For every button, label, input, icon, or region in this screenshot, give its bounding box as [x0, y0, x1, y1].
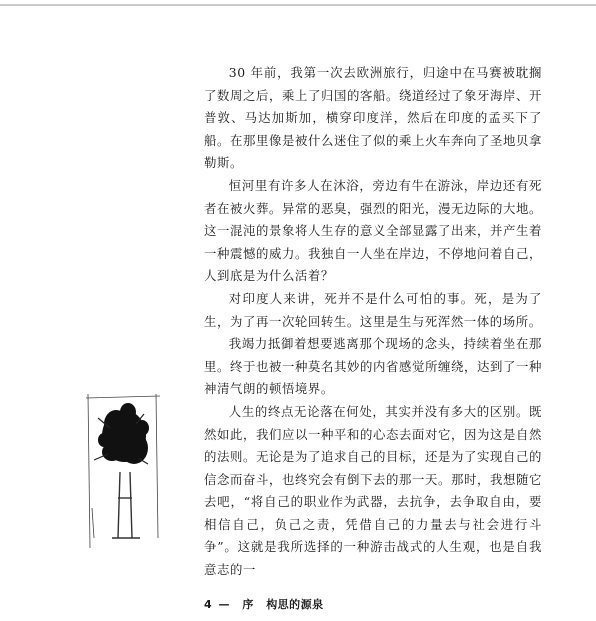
paragraph-2: 恒河里有许多人在沐浴，旁边有牛在游泳，岸边还有死者在被火葬。异常的恶臭，强烈的阳光，漫无边际的大地。这一混沌的景象将人生存的意义全部显露了出来，并产生着一种震憾的威力。我独自一人坐在岸边，不停地问着自己，人到底是为什么活着？ [204, 177, 542, 284]
footer-dash: — [218, 598, 230, 611]
paragraph-4: 我竭力抵御着想要逃离那个现场的念头，持续着坐在那里。终于也被一种莫名其妙的内省感觉所缠绕，达到了一种神清气朗的顿悟境界。 [204, 336, 542, 397]
footer-section: 序 [242, 598, 254, 611]
paragraph-5: 人生的终点无论落在何处，其实并没有多大的区别。既然如此，我们应以一种平和的心态去面对它，因为这是自然的法则。无论是为了追求自己的目标，还是为了实现自己的信念而奋斗，也终究会有倒下去的那一天。那时，我想随它去吧，“将自己的职业作为武器，去抗争，去争取自由，要相信自己，负己之责，凭借自己的力量去与社会进行斗争”。这就是我所选择的一种游击战式的人生观，也是自我意志的一 [204, 403, 542, 578]
page-footer [204, 596, 324, 612]
footer-title: 构思的源泉 [266, 598, 324, 611]
top-edge-rule [0, 4, 596, 6]
body-text [204, 62, 542, 582]
paragraph-1: 30 年前，我第一次去欧洲旅行，归途中在马赛被耽搁了数周之后，乘上了归国的客船。绕道经过了象牙海岸、开普敦、马达加斯加，横穿印度洋，然后在印度的孟买下了船。在那里像是被什么迷住了似的乘上火车奔向了圣地贝拿勒斯。 [204, 65, 542, 171]
paragraph-3: 对印度人来讲，死并不是什么可怕的事。死，是为了生，为了再一次轮回转生。这里是生与死浑然一体的场所。 [204, 290, 542, 329]
page-number: 4 [204, 598, 213, 611]
ink-tree-sketch-icon [82, 388, 164, 554]
